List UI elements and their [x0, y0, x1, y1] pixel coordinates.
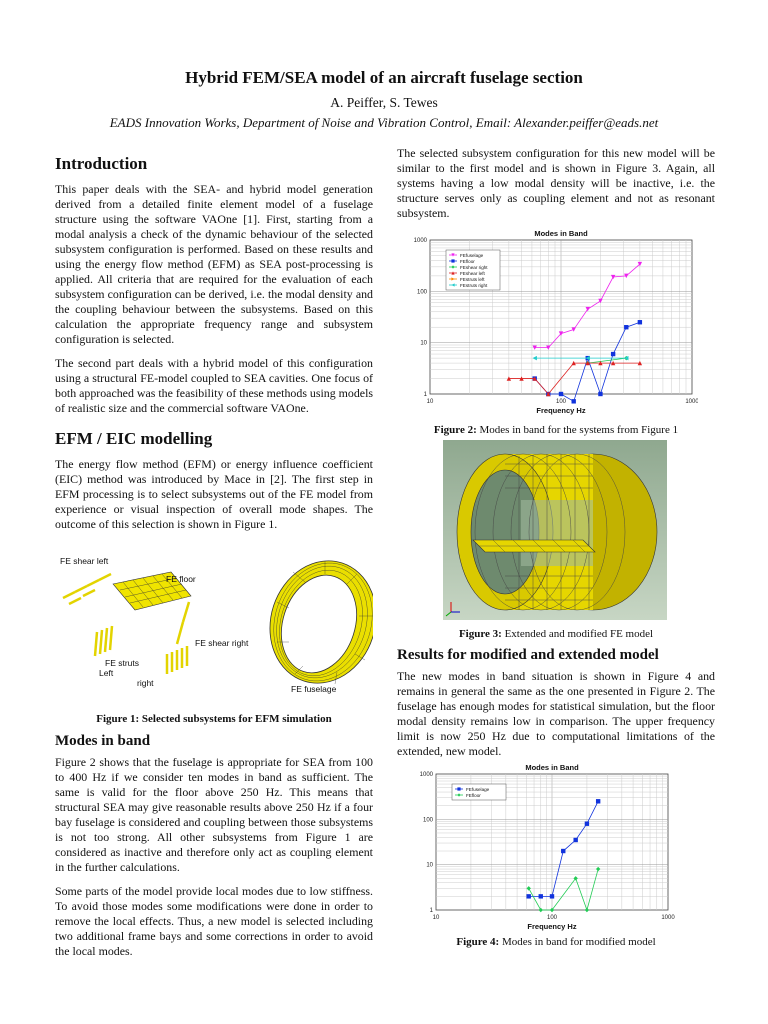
label-fe-shear-right: FE shear right — [195, 638, 249, 648]
y-tick-label: 1000 — [419, 772, 433, 778]
legend-label: FEfloor — [466, 792, 481, 798]
x-tick-label: 1000 — [685, 399, 698, 405]
efm-paragraph: The energy flow method (EFM) or energy influence coefficient (EIC) method was introduced by Mace in [2]. The first step in EFM processing is to select subsystems out of the FE model from experience or visual inspection of overall mode shapes. The outcome of this selection is shown in Figure 1. — [55, 457, 373, 531]
data-point — [611, 352, 615, 356]
data-point — [638, 320, 642, 324]
left-column — [55, 154, 373, 532]
y-tick-label: 1 — [429, 908, 433, 914]
y-tick-label: 100 — [416, 289, 427, 296]
modes-paragraph-2: Some parts of the model provide local modes due to low stiffness. To avoid those modes some modifications were done in order to remove the local effects. Thus, a new model is selected including two additional frame bays and some corrections in order to avoid the local modes. — [55, 884, 373, 958]
y-tick-label: 10 — [426, 862, 433, 869]
introduction-paragraph-2: The second part deals with a hybrid model of this configuration using a structural FE-model coupled to SEA cavities. One focus of both approached was the feasibility of these methods using models of realistic size and the commercial software VAOne. — [55, 356, 374, 415]
y-tick-label: 1 — [423, 392, 427, 398]
y-tick-label: 100 — [422, 817, 433, 824]
label-fe-shear-left: FE shear left — [60, 556, 109, 566]
y-tick-label: 10 — [420, 340, 427, 347]
data-point — [571, 399, 575, 403]
figure-3-caption-label: Figure 3: — [458, 628, 502, 640]
fe-fuselage-part — [254, 552, 373, 697]
figure-4-chart — [398, 760, 698, 932]
legend-label: FEfuselage — [460, 252, 484, 258]
legend-label: FEfloor — [460, 258, 475, 264]
figure-2-caption-text: Modes in band for the systems from Figure 1 — [476, 424, 679, 436]
label-fe-floor: FE floor — [166, 574, 196, 584]
figure-4-caption-text: Modes in band for modified model — [499, 936, 656, 948]
x-tick-label: 10 — [426, 399, 434, 405]
paper-title: Hybrid FEM/SEA model of an aircraft fuselage section — [185, 68, 583, 87]
x-axis-label: Frequency Hz — [536, 406, 586, 415]
figure-4-caption-label: Figure 4: — [456, 936, 500, 948]
data-point — [585, 822, 589, 826]
legend-label: FEshear right — [460, 264, 488, 270]
right-column-top — [397, 146, 715, 221]
data-point — [624, 325, 628, 329]
x-tick-label: 100 — [546, 915, 558, 921]
figure-2-caption-label: Figure 2: — [433, 424, 477, 436]
x-axis-label: Frequency Hz — [527, 922, 577, 931]
legend-label: FEstruts right — [460, 282, 488, 288]
legend-label: FEshear left — [460, 270, 485, 276]
data-point — [561, 849, 565, 853]
label-struts-left: Left — [99, 668, 114, 678]
paper-authors: A. Peiffer, S. Tewes — [330, 95, 438, 110]
y-tick-label: 1000 — [413, 238, 427, 244]
legend-marker — [451, 259, 454, 262]
figure-3-caption — [397, 628, 715, 640]
figure-1-caption: Figure 1: Selected subsystems for EFM simulation — [96, 713, 332, 725]
figure-1-illustration — [55, 552, 373, 702]
figure-3-fe-model — [443, 440, 667, 620]
figure-4-chart-svg — [398, 760, 698, 932]
legend-label: FEfuselage — [466, 786, 490, 792]
chart-title: Modes in Band — [525, 763, 579, 772]
chart-title: Modes in Band — [534, 229, 588, 238]
efm-heading: EFM / EIC modelling — [55, 429, 213, 448]
data-point — [573, 838, 577, 842]
right-column-results — [397, 647, 715, 759]
data-point — [527, 894, 531, 898]
fe-shear-left-part — [63, 574, 111, 604]
data-point — [550, 894, 554, 898]
label-fe-fuselage: FE fuselage — [291, 684, 337, 694]
x-tick-label: 1000 — [661, 915, 675, 921]
figure-3-caption-text: Extended and modified FE model — [501, 628, 654, 640]
introduction-heading: Introduction — [55, 154, 148, 173]
label-struts-right: right — [137, 678, 154, 688]
figure-2-chart — [398, 226, 698, 416]
legend-marker — [457, 787, 460, 790]
fe-struts-right-part — [167, 646, 187, 674]
results-paragraph: The new modes in band situation is shown in Figure 4 and remains in general the same as the one presented in Figure 2. The fuselage has enough modes for statistical simulation, but the floor modal density remains low in comparison. The upper frequency limit is now 250 Hz due to computational limitations of the extended, new model. — [397, 669, 715, 758]
data-point — [539, 894, 543, 898]
results-heading: Results for modified and extended model — [397, 647, 659, 663]
paper-affiliation: EADS Innovation Works, Department of Noise and Vibration Control, Email: Alexander.peiffer@eads.net — [109, 115, 659, 130]
introduction-paragraph-1: This paper deals with the SEA- and hybrid model generation derived from a detailed finite element model of a fuselage structure using the software VAOne [1]. First, starting from a modal analysis a check of the dynamic behaviour of the selected subsystem configuration is performed. Based on these results and using the energy flow method (EFM) as SEA post-processing is applied. All criteria that are required for the evaluation of each subsystem configuration can be derived, i.e. the modal density and the coupling behaviour between the subsystems. Based on this calculation the appropriate frequency range and subsystem configuration is selected. — [55, 182, 373, 346]
fe-model-shell — [457, 454, 657, 610]
modes-in-band-heading: Modes in band — [55, 733, 151, 749]
legend-label: FEstruts left — [460, 276, 485, 282]
figure-2-caption — [397, 424, 715, 436]
left-column-bottom — [55, 733, 373, 959]
x-tick-label: 100 — [555, 399, 567, 405]
x-tick-label: 10 — [432, 915, 440, 921]
figure-4-caption — [397, 936, 715, 948]
label-fe-struts: FE struts — [105, 658, 140, 668]
fe-shear-right-part — [177, 602, 189, 644]
figure-3 — [443, 440, 667, 620]
right-paragraph-1: The selected subsystem configuration for this new model will be similar to the first model and is shown in Figure 3. Again, all systems having a low modal density will be inactive, i.e. the structure serves only as coupling element and not as resonant subsystem. — [397, 146, 715, 220]
fe-struts-left-part — [95, 626, 112, 656]
data-point — [596, 799, 600, 803]
data-point — [598, 392, 602, 396]
data-point — [559, 392, 563, 396]
modes-paragraph-1: Figure 2 shows that the fuselage is appropriate for SEA from 100 to 400 Hz if we consider ten modes in band as sufficient. The same is valid for the floor above 250 Hz. This means that structural SEA may give reasonable results above 250 Hz if a four bay fuselage is considered and coupling between those subsystems is not too strong. All other subsystems from Figure 1 are considered as inactive and therefore only act as coupling element in the further calculations. — [55, 755, 373, 874]
figure-1 — [55, 552, 373, 702]
figure-2-chart-svg — [398, 226, 698, 416]
